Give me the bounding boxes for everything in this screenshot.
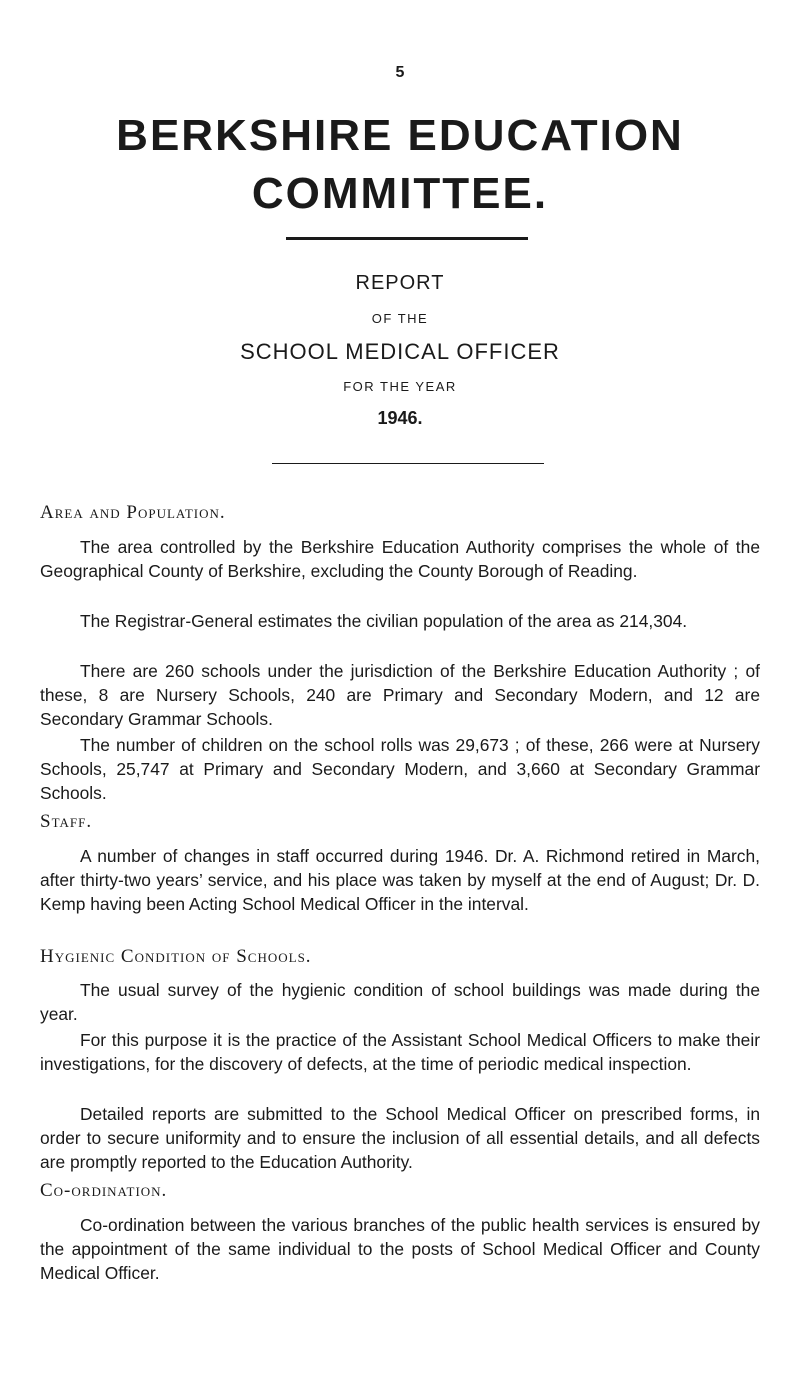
- document-title-line-2: COMMITTEE.: [251, 169, 549, 218]
- of-the-label: OF THE: [371, 311, 429, 326]
- document-title-line-1: BERKSHIRE EDUCATION: [116, 111, 684, 160]
- paragraph-hygienic-2: For this purpose it is the practice of the Assistant School Medical Officers to make their investigations, for the discovery of defects, at the time of periodic medical inspection.: [40, 1030, 760, 1075]
- paragraph-hygienic-1: The usual survey of the hygienic condition of school buildings was made during the year.: [40, 980, 760, 1025]
- page-number: 5: [395, 64, 405, 81]
- paragraph-hygienic-3: Detailed reports are submitted to the School Medical Officer on prescribed forms, in order to secure uniformity and to ensure the inclusion of all essential details, and all defects are promptly reported to the Education Authority.: [40, 1104, 760, 1173]
- paragraph-coordination-1: Co-ordination between the various branches of the public health services is ensured by the appointment of the same individual to the posts of School Medical Officer and County Medical Officer.: [40, 1215, 760, 1284]
- report-label: REPORT: [355, 272, 445, 294]
- heading-area-population: Area and Population.: [40, 502, 226, 523]
- heading-staff: Staff.: [40, 811, 93, 832]
- heading-hygienic-condition: Hygienic Condition of Schools.: [40, 946, 312, 967]
- section-divider: [272, 463, 544, 464]
- paragraph-area-2: The Registrar-General estimates the civilian population of the area as 214,304.: [80, 611, 688, 632]
- report-year: 1946.: [377, 408, 423, 428]
- heading-coordination: Co-ordination.: [40, 1180, 168, 1201]
- paragraph-staff-1: A number of changes in staff occurred during 1946. Dr. A. Richmond retired in March, after thirty-two years’ service, and his place was taken by myself at the end of August; Dr. D. Kemp having been Acting School Medical Officer in the interval.: [40, 846, 760, 915]
- officer-title: SCHOOL MEDICAL OFFICER: [240, 339, 560, 364]
- paragraph-area-3: There are 260 schools under the jurisdiction of the Berkshire Education Authority ; of these, 8 are Nursery Schools, 240 are Primary and Secondary Modern, and 12 are Secondary Grammar Schools.: [40, 661, 760, 730]
- paragraph-area-1: The area controlled by the Berkshire Education Authority comprises the whole of the Geographical County of Berkshire, excluding the County Borough of Reading.: [40, 537, 760, 582]
- title-divider: [286, 237, 528, 240]
- for-the-year-label: FOR THE YEAR: [343, 379, 457, 394]
- paragraph-area-4: The number of children on the school rolls was 29,673 ; of these, 266 were at Nursery Schools, 25,747 at Primary and Secondary Modern, and 3,660 at Secondary Grammar Schools.: [40, 735, 760, 804]
